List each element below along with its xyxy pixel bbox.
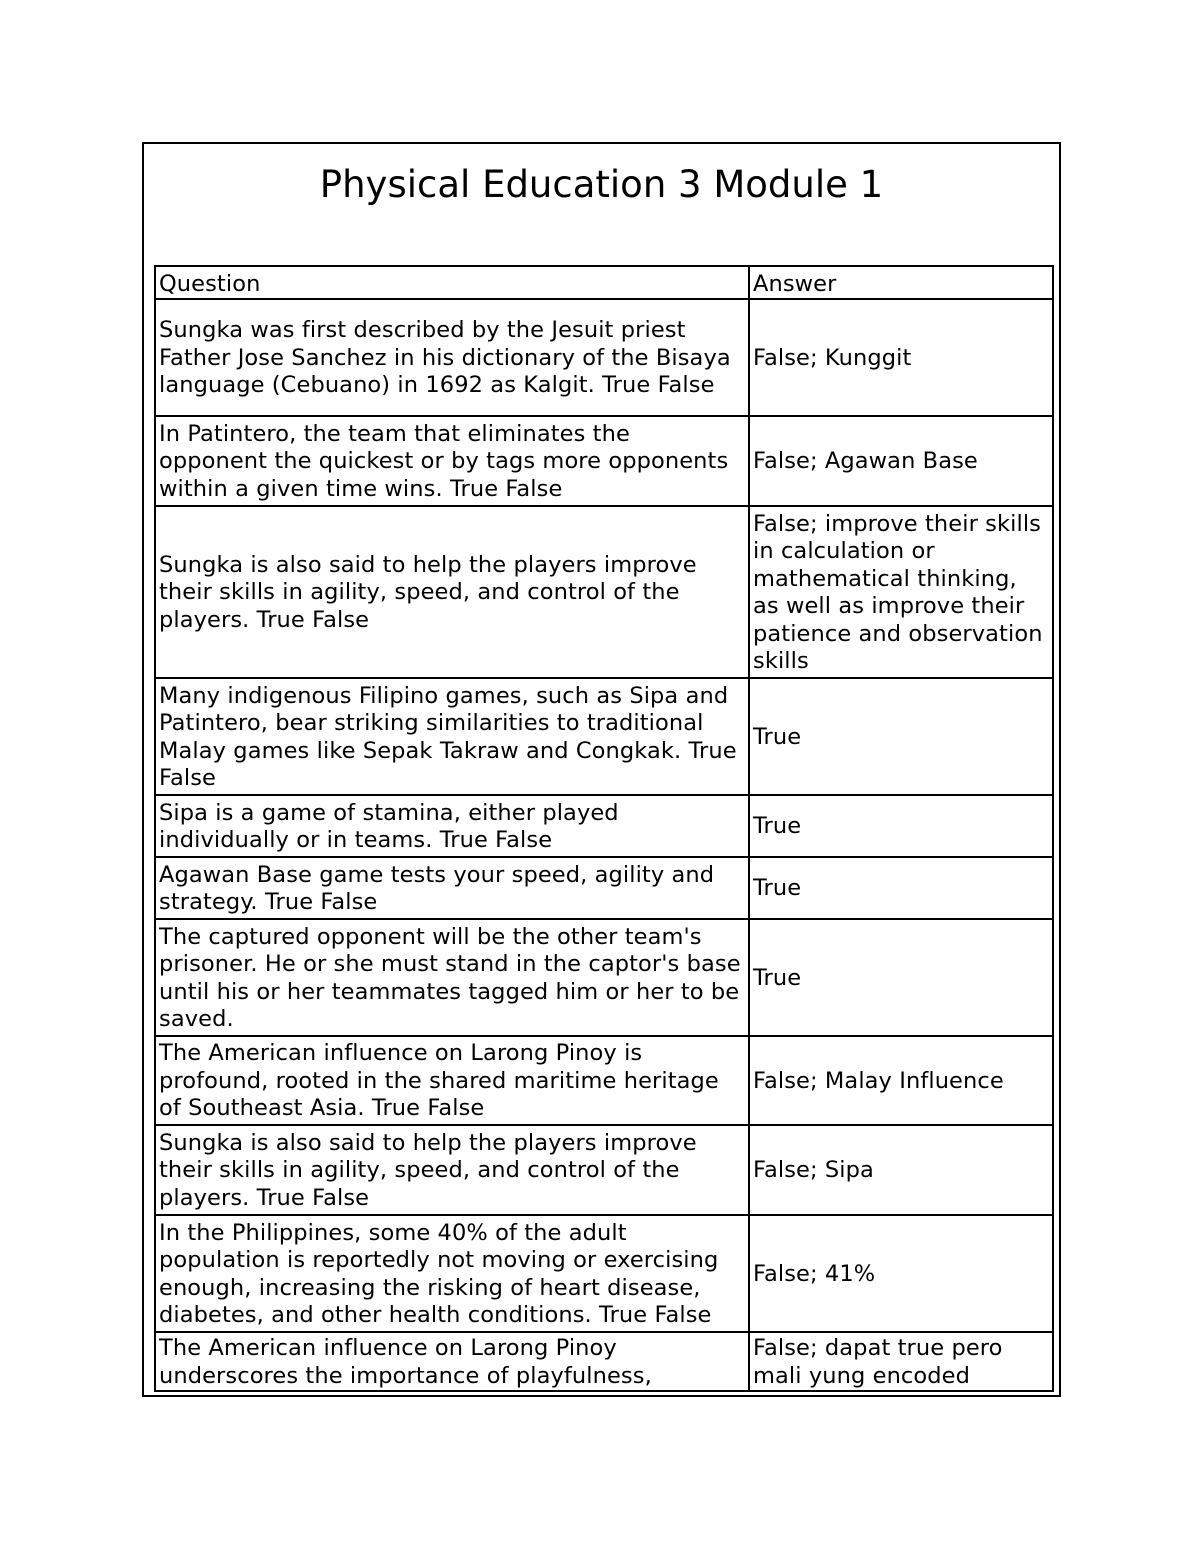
question-cell: The American influence on Larong Pinoy is profound, rooted in the shared maritime heritage of Southeast Asia. True False — [155, 1036, 749, 1125]
table-header-row — [155, 266, 1053, 299]
answer-cell: True — [749, 678, 1053, 795]
table-row — [155, 506, 1053, 678]
answer-header: Answer — [749, 266, 1053, 299]
table-row — [155, 1332, 1053, 1391]
answer-cell: False; dapat true pero mali yung encoded — [749, 1332, 1053, 1391]
question-cell: In the Philippines, some 40% of the adult population is reportedly not moving or exercising enough, increasing the risking of heart disease, diabetes, and other health conditions. True False — [155, 1215, 749, 1332]
answer-cell: False; 41% — [749, 1215, 1053, 1332]
answer-cell: True — [749, 857, 1053, 919]
table-row — [155, 857, 1053, 919]
table-row — [155, 1125, 1053, 1215]
document-page — [142, 142, 1061, 1397]
answer-cell: True — [749, 795, 1053, 857]
question-header: Question — [155, 266, 749, 299]
question-cell: Sipa is a game of stamina, either played individually or in teams. True False — [155, 795, 749, 857]
question-cell: Many indigenous Filipino games, such as Sipa and Patintero, bear striking similarities to traditional Malay games like Sepak Takraw and Congkak. True False — [155, 678, 749, 795]
qa-table — [154, 265, 1054, 1392]
question-cell: The American influence on Larong Pinoy underscores the importance of playfulness, — [155, 1332, 749, 1391]
table-row — [155, 919, 1053, 1036]
answer-cell: False; improve their skills in calculation or mathematical thinking, as well as improve their patience and observation skills — [749, 506, 1053, 678]
question-cell: Sungka was first described by the Jesuit priest Father Jose Sanchez in his dictionary of the Bisaya language (Cebuano) in 1692 as Kalgit. True False — [155, 299, 749, 416]
table-row — [155, 1215, 1053, 1332]
answer-cell: False; Malay Influence — [749, 1036, 1053, 1125]
answer-cell: True — [749, 919, 1053, 1036]
table-row — [155, 678, 1053, 795]
question-cell: Sungka is also said to help the players improve their skills in agility, speed, and control of the players. True False — [155, 506, 749, 678]
table-row — [155, 1036, 1053, 1125]
question-cell: Agawan Base game tests your speed, agility and strategy. True False — [155, 857, 749, 919]
answer-cell: False; Agawan Base — [749, 416, 1053, 506]
table-row — [155, 795, 1053, 857]
question-cell: Sungka is also said to help the players improve their skills in agility, speed, and control of the players. True False — [155, 1125, 749, 1215]
table-row — [155, 299, 1053, 416]
question-cell: In Patintero, the team that eliminates the opponent the quickest or by tags more opponents within a given time wins. True False — [155, 416, 749, 506]
question-cell: The captured opponent will be the other team's prisoner. He or she must stand in the captor's base until his or her teammates tagged him or her to be saved. — [155, 919, 749, 1036]
document-title: Physical Education 3 Module 1 — [319, 163, 884, 206]
answer-cell: False; Kunggit — [749, 299, 1053, 416]
table-row — [155, 416, 1053, 506]
answer-cell: False; Sipa — [749, 1125, 1053, 1215]
